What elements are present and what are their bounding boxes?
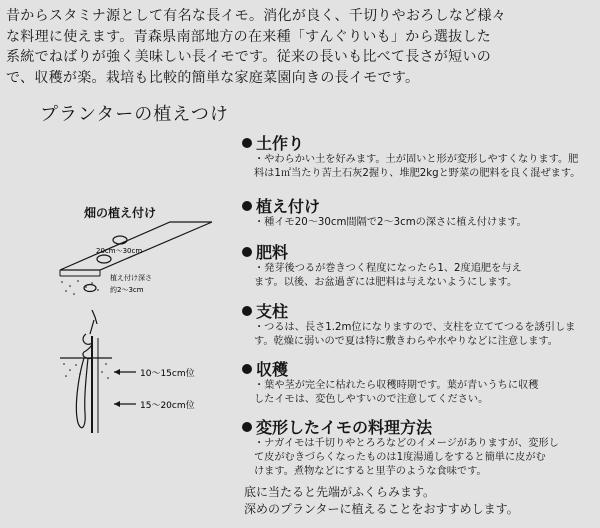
depth-label: 約2〜3cm [110,286,144,294]
field-planting-illustration [40,218,240,448]
section-soil [242,134,594,181]
arrow-left-icon [114,369,120,375]
intro-line: な料理に使えます。青森県南部地方の在来種「すんぐりいも」から選抜した [6,28,492,45]
depth-label: 植え付け深さ [110,274,152,282]
bullet-icon [242,247,252,257]
arrow-left-icon [114,401,120,407]
section-planting [242,197,594,230]
support-pole-top [92,310,97,324]
spacing-label: 20cm〜30cm [96,247,143,255]
section-text: けます。煮物などにすると里芋のような食味です。 [254,466,487,477]
section-text: ・ナガイモは千切りやとろろなどのイメージがありますが、変形し [254,438,559,449]
depth-measure-label: 10〜15cm位 [140,369,195,379]
section-cooking [242,418,594,479]
yam-tuber-icon [76,358,88,428]
section-fertilizer [242,243,594,290]
section-heading: 収穫 [256,360,289,379]
intro-paragraph [6,6,596,88]
section-title: プランターの植えつけ [40,104,229,125]
seed-potato-icon [97,255,111,263]
depth-measure-label: 15〜20cm位 [140,401,195,411]
section-text: ・発芽後つるが巻きつく程度になったら1、2度追肥を与え [254,263,522,274]
section-heading: 支柱 [256,302,289,321]
section-heading: 土作り [256,134,305,153]
bullet-icon [242,306,252,316]
figure-heading: 畑の植え付け [84,206,157,220]
bullet-icon [242,201,252,211]
soil-dots [61,280,99,295]
section-heading: 変形したイモの料理方法 [256,418,433,437]
section-text: す。乾燥に弱いので夏は特に敷きわらや水やりなどに注意します。 [254,336,558,347]
intro-line: 系統でねばりが強く美味しい長イモです。従来の長いも比べて長さが短いの [6,49,492,65]
section-text: ・種イモ20〜30cm間隔で2〜3cmの深さに植え付けます。 [254,217,527,228]
bullet-icon [242,138,252,148]
section-text: ・やわらかい土を好みます。土が固いと形が変形しやすくなります。肥 [254,154,579,165]
vine-icon [83,334,92,359]
field-bed [60,222,212,270]
section-harvest [242,360,594,407]
section-text: ・つるは、長さ1.2m位になりますので、支柱を立ててつるを誘引しま [254,322,576,333]
closing-text: 深めのプランターに植えることをおすすめします。 [244,502,519,516]
section-heading: 植え付け [256,197,321,216]
section-text: ます。以後、お盆過ぎには肥料は与えないようにします。 [254,277,518,288]
section-text: ・葉や茎が完全に枯れたら収穫時期です。葉が青いうちに収穫 [254,380,539,391]
bullet-icon [242,364,252,374]
seed-potato-icon [113,236,127,244]
seed-potato-icon [84,285,96,292]
section-heading: 肥料 [256,243,289,262]
intro-line: 昔からスタミナ源として有名な長イモ。消化が良く、千切りやおろしなど様々 [6,8,507,24]
section-text: したイモは、変色しやすいので注意してください。 [254,394,489,405]
intro-line: で、収穫が楽。栽培も比較的簡単な家庭菜園向きの長イモです。 [6,69,420,86]
section-support [242,302,594,349]
section-text: 料は1㎡当たり苦土石灰2握り、堆肥2kgと野菜の肥料を良く混ぜます。 [254,168,581,179]
section-text: て皮がむきづらくなったものは1度湯通しをすると簡単に皮がむ [254,452,546,463]
bullet-icon [242,422,252,432]
closing-text: 底に当たると先端がふくらみます。 [244,485,436,499]
